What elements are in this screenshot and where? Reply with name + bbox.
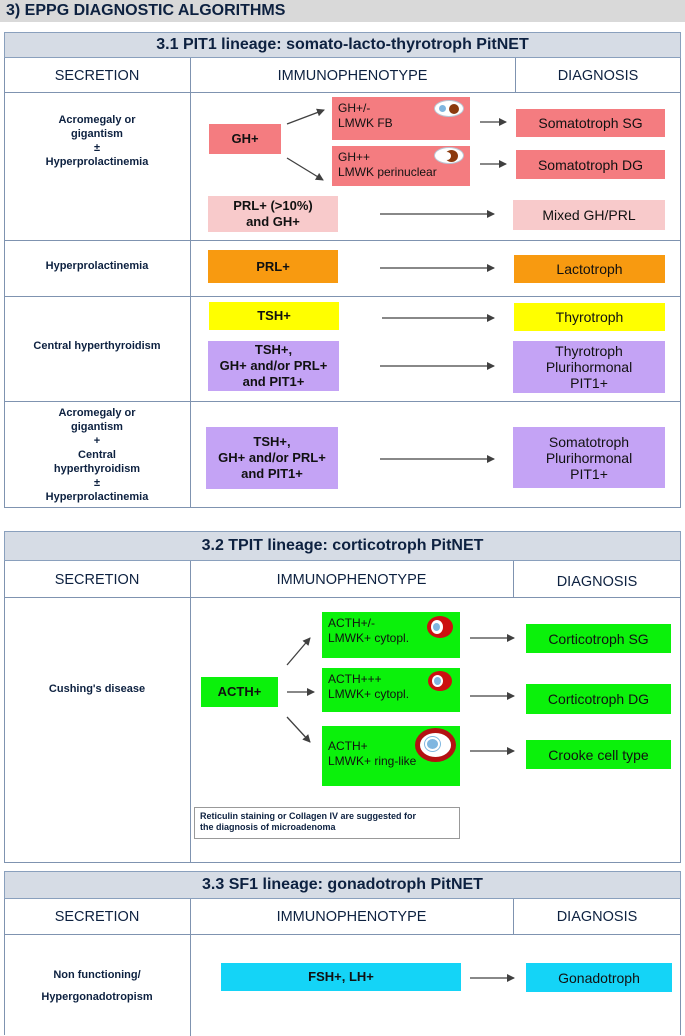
diag-thyrotroph: Thyrotroph: [514, 303, 665, 331]
ihc-line: GH+/-: [338, 101, 371, 115]
diag-thyrotroph-plurihormonal: [513, 341, 665, 393]
pit1-row-divider-1: [4, 240, 681, 241]
secretion-line: Hyperprolactinemia: [45, 156, 149, 168]
ihc-line: LMWK+ cytopl.: [328, 631, 410, 645]
diag-somatotroph-dg: Somatotroph DG: [516, 150, 665, 179]
tpit-border-bottom: [4, 862, 681, 863]
pit1-secretion-2: [4, 259, 190, 273]
sf1-header-secretion: SECRETION: [54, 909, 140, 925]
ihc-line: TSH+,: [253, 434, 291, 449]
sf1-header-immunophenotype: IMMUNOPHENOTYPE: [276, 909, 427, 925]
ihc-line: and PIT1+: [242, 374, 305, 389]
acth-crooke-box: [322, 726, 460, 786]
pit1-secretion-1: [4, 113, 190, 169]
secretion-line: Central: [78, 449, 116, 461]
pit1-section-title: [4, 32, 681, 58]
secretion-line: gigantism: [71, 128, 123, 140]
pit1-col-divider-1: [190, 58, 191, 508]
pit1-row-divider-2: [4, 296, 681, 297]
diag-somatotroph-sg: Somatotroph SG: [516, 109, 665, 137]
diag-line: PIT1+: [570, 465, 608, 482]
reticulin-note: [194, 807, 460, 839]
acth-dg-box: [322, 668, 460, 712]
secretion-line: ±: [93, 477, 101, 489]
pit1-header-diagnosis: DIAGNOSIS: [557, 68, 639, 84]
perinuclear-cell-icon: [434, 147, 464, 164]
tpit-header-secretion: SECRETION: [54, 572, 140, 588]
tpit-header-immunophenotype: IMMUNOPHENOTYPE: [276, 572, 427, 588]
diag-line: Thyrotroph: [555, 343, 623, 359]
diag-line: Plurihormonal: [545, 359, 633, 375]
secretion-line: ±: [93, 142, 101, 154]
gh-sg-box: [332, 97, 470, 140]
diag-corticotroph-dg: Corticotroph DG: [526, 684, 671, 714]
gh-dg-box: [332, 146, 470, 186]
secretion-line: Hyperprolactinemia: [45, 491, 149, 503]
secretion-line: hyperthyroidism: [53, 463, 141, 475]
page-title-bar: [0, 0, 685, 22]
ihc-line: ACTH+/-: [328, 616, 376, 630]
pit1-row-divider-3: [4, 401, 681, 402]
secretion-line: Hypergonadotropism: [41, 991, 153, 1003]
gh-box: GH+: [209, 124, 281, 154]
arrow-gh-to-dg: [287, 158, 323, 180]
ihc-line: ACTH+++: [328, 672, 382, 686]
pit1-header-secretion: SECRETION: [54, 68, 140, 84]
prl-box: PRL+: [208, 250, 338, 283]
acth-box: ACTH+: [201, 677, 278, 707]
fibrous-body-icon: [449, 104, 459, 114]
nucleus-core-icon: [434, 677, 441, 685]
acth-sg-box: [322, 612, 460, 658]
tpit-title: 3.2 TPIT lineage: corticotroph PitNET: [201, 537, 484, 554]
diag-crooke-cell-type: Crooke cell type: [526, 740, 671, 769]
tpit-header-diagnosis: DIAGNOSIS: [556, 574, 638, 590]
arrow-gh-to-sg: [287, 110, 324, 124]
secretion-line: Non functioning/: [53, 969, 141, 981]
tpit-header-bottom: [4, 597, 681, 598]
arrow-acth-to-sg: [287, 638, 310, 665]
diag-line: Somatotroph: [548, 433, 630, 450]
secretion-line: Hyperprolactinemia: [45, 260, 149, 272]
ihc-line: TSH+,: [254, 342, 293, 357]
fibrous-body-cell-icon: [434, 100, 464, 117]
nucleus-core-icon: [433, 623, 440, 631]
diag-lactotroph: Lactotroph: [514, 255, 665, 283]
nucleus-icon: [443, 152, 451, 160]
ihc-line: GH+ and/or PRL+: [219, 358, 328, 373]
ihc-line: GH++: [338, 150, 371, 164]
tpit-section-title: [4, 531, 681, 561]
secretion-line: gigantism: [71, 421, 123, 433]
sf1-section-title: [4, 871, 681, 899]
ihc-line: LMWK perinuclear: [338, 165, 437, 179]
sf1-secretion: [4, 964, 190, 1008]
secretion-line: Acromegaly or: [58, 114, 136, 126]
ihc-line: ACTH+: [328, 739, 368, 753]
diag-line: PIT1+: [570, 375, 608, 391]
nucleus-icon: [439, 105, 446, 112]
tpit-border-left: [4, 561, 5, 863]
tsh-pluri2-box: [206, 427, 338, 489]
secretion-line: Acromegaly or: [58, 407, 136, 419]
note-line: Reticulin staining or Collagen IV are suggested for: [200, 811, 417, 821]
ring-like-cell-icon: [415, 728, 456, 762]
tpit-secretion: Cushing's disease: [48, 683, 146, 695]
ihc-line: PRL+ (>10%): [233, 198, 313, 213]
diag-line: Plurihormonal: [545, 449, 633, 466]
ihc-line: LMWK FB: [338, 116, 393, 130]
pit1-header-bottom: [4, 92, 681, 93]
nucleus-core-icon: [427, 739, 438, 749]
ihc-line: LMWK+ cytopl.: [328, 687, 410, 701]
diag-corticotroph-sg: Corticotroph SG: [526, 624, 671, 653]
ihc-line: and PIT1+: [241, 466, 303, 481]
tpit-border-right: [680, 561, 681, 863]
diag-somatotroph-plurihormonal: [513, 427, 665, 488]
ihc-line: GH+ and/or PRL+: [218, 450, 326, 465]
pit1-border-bottom: [4, 507, 681, 508]
pit1-secretion-3: [4, 339, 190, 353]
ihc-line: LMWK+ ring-like: [328, 754, 417, 768]
tsh-pluri-box: [208, 341, 339, 391]
sf1-header-bottom: [4, 934, 681, 935]
secretion-line: +: [93, 435, 101, 447]
fsh-lh-box: FSH+, LH+: [221, 963, 461, 991]
note-line: the diagnosis of microadenoma: [200, 822, 336, 832]
cytoplasmic-cell-icon: [428, 671, 452, 691]
page-title: 3) EPPG DIAGNOSTIC ALGORITHMS: [6, 2, 286, 19]
sf1-title: 3.3 SF1 lineage: gonadotroph PitNET: [202, 876, 483, 893]
pit1-secretion-4: [4, 406, 190, 504]
arrow-acth-to-crooke: [287, 717, 310, 742]
cytoplasmic-cell-icon: [427, 616, 453, 638]
secretion-line: Central hyperthyroidism: [33, 340, 161, 352]
ihc-line: and GH+: [246, 214, 300, 229]
pit1-title: 3.1 PIT1 lineage: somato-lacto-thyrotroph PitNET: [156, 36, 529, 53]
prl-gh-box: [208, 196, 338, 232]
diag-gonadotroph: Gonadotroph: [526, 963, 672, 992]
pit1-header-immunophenotype: IMMUNOPHENOTYPE: [277, 68, 428, 84]
sf1-header-diagnosis: DIAGNOSIS: [556, 909, 638, 925]
pit1-border-right: [680, 58, 681, 508]
tsh-box: TSH+: [209, 302, 339, 330]
diag-mixed-gh-prl: Mixed GH/PRL: [513, 200, 665, 230]
tpit-col-divider-1: [190, 561, 191, 863]
